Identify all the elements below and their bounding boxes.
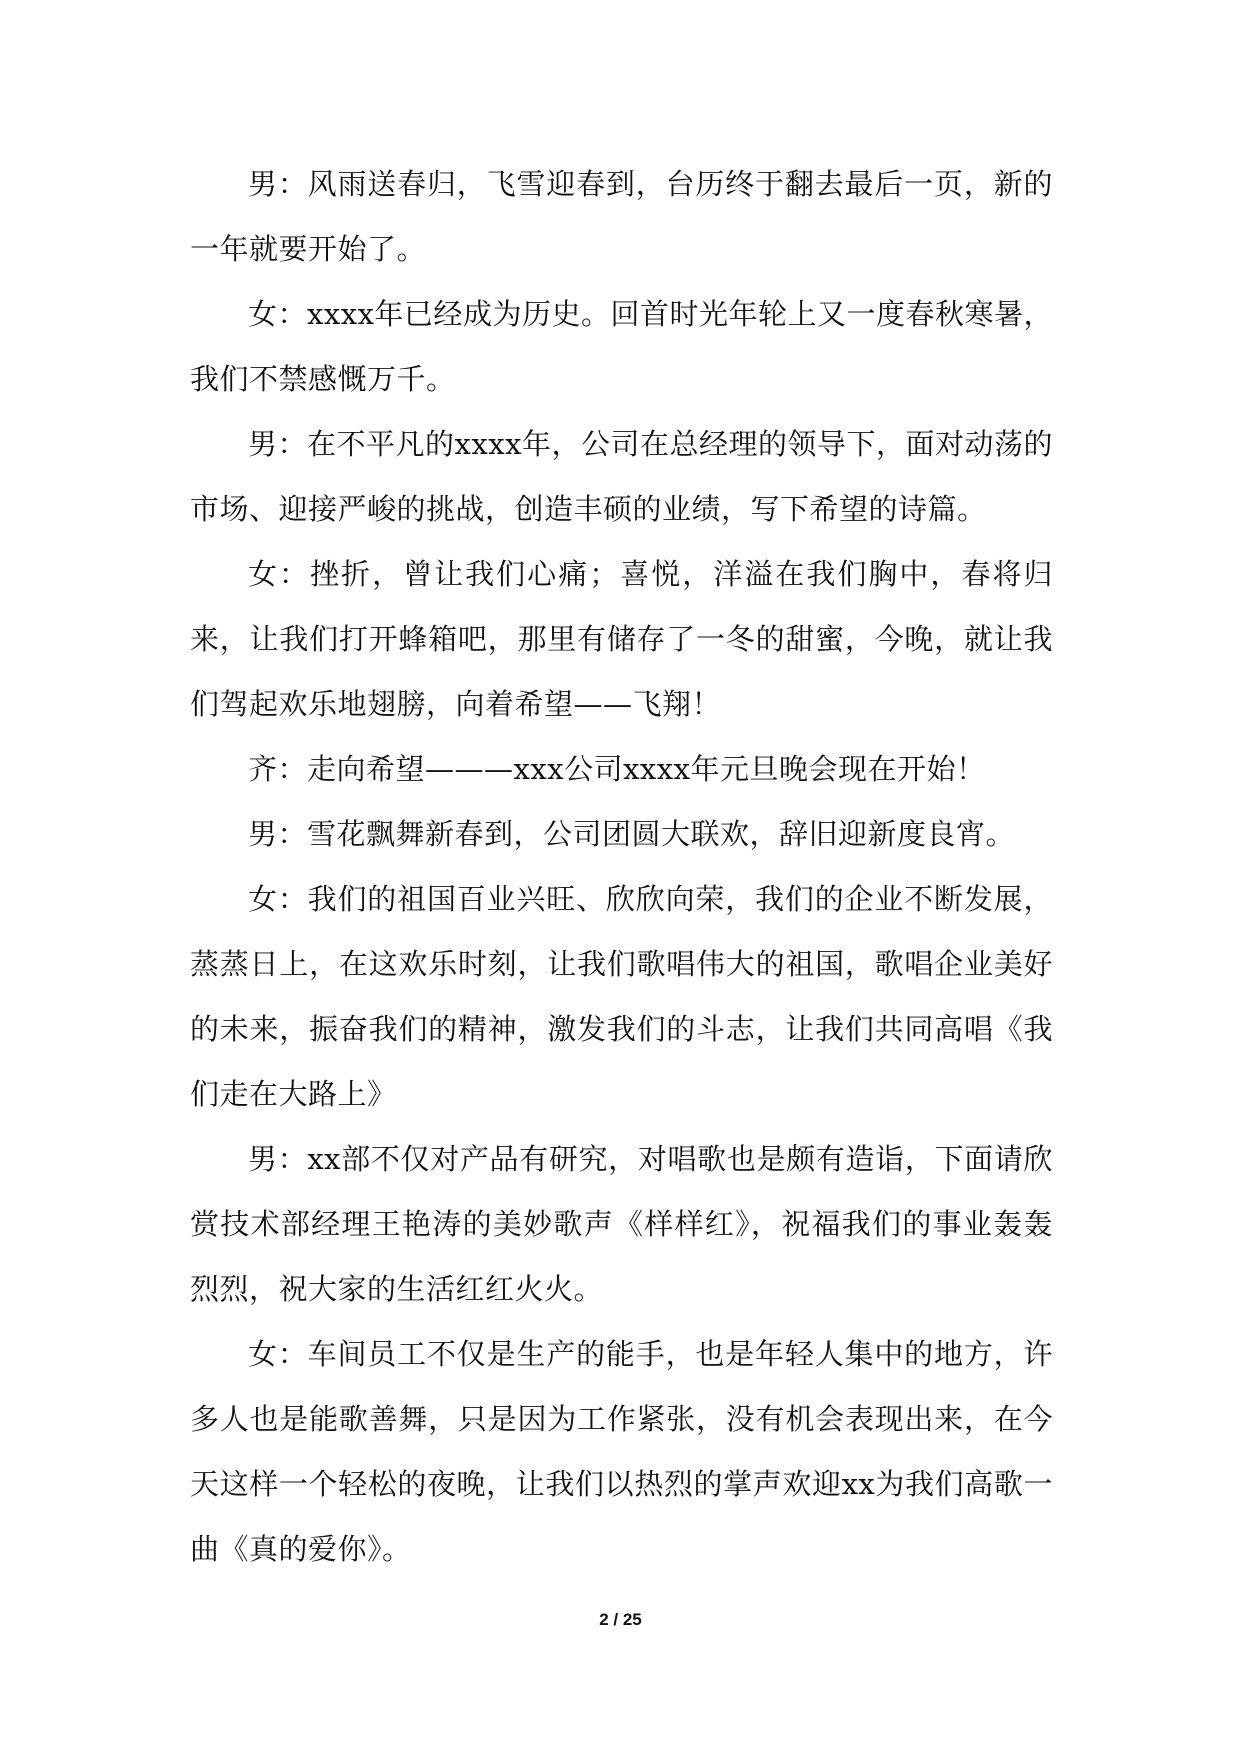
paragraph-9: 女：车间员工不仅是生产的能手，也是年轻人集中的地方，许多人也是能歌善舞，只是因为工作紧张，没有机会表现出来，在今天这样一个轻松的夜晚，让我们以热烈的掌声欢迎xx为我们高歌一曲《真的爱你》。	[190, 1337, 1053, 1566]
page-number: 2 / 25	[599, 1610, 642, 1629]
paragraph-1: 男：风雨送春归，飞雪迎春到，台历终于翻去最后一页，新的一年就要开始了。	[190, 167, 1053, 266]
paragraph-8: 男：xx部不仅对产品有研究，对唱歌也是颇有造诣，下面请欣赏技术部经理王艳涛的美妙歌声《样样红》，祝福我们的事业轰轰烈烈，祝大家的生活红红火火。	[190, 1142, 1053, 1306]
paragraph-4: 女：挫折，曾让我们心痛；喜悦，洋溢在我们胸中，春将归来，让我们打开蜂箱吧，那里有储存了一冬的甜蜜，今晚，就让我们驾起欢乐地翅膀，向着希望——飞翔！	[190, 557, 1053, 721]
paragraph-6: 男：雪花飘舞新春到，公司团圆大联欢，辞旧迎新度良宵。	[248, 817, 1016, 851]
document-body	[190, 152, 1053, 1582]
paragraph-5: 齐：走向希望———xxx公司xxxx年元旦晚会现在开始！	[248, 752, 986, 786]
paragraph-2: 女：xxxx年已经成为历史。回首时光年轮上又一度春秋寒暑，我们不禁感慨万千。	[190, 297, 1053, 396]
paragraph-3: 男：在不平凡的xxxx年，公司在总经理的领导下，面对动荡的市场、迎接严峻的挑战，创造丰硕的业绩，写下希望的诗篇。	[190, 427, 1053, 526]
paragraph-7: 女：我们的祖国百业兴旺、欣欣向荣，我们的企业不断发展，蒸蒸日上，在这欢乐时刻，让我们歌唱伟大的祖国，歌唱企业美好的未来，振奋我们的精神，激发我们的斗志，让我们共同高唱《我们走在大路上》	[190, 882, 1053, 1111]
